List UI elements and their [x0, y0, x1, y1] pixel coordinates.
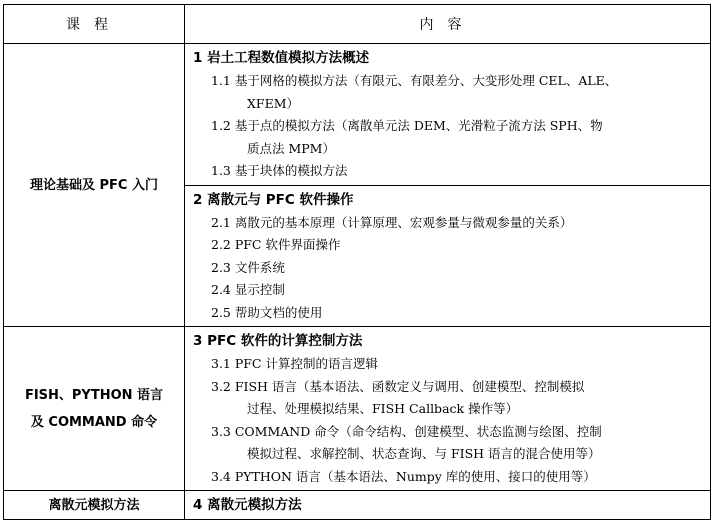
list-item: 2.2 PFC 软件界面操作 — [211, 237, 341, 252]
table-row — [4, 44, 711, 186]
item-line: 1.3 基于块体的模拟方法 — [211, 163, 348, 178]
list-item — [193, 421, 706, 466]
item-line-cont: XFEM） — [247, 95, 299, 111]
course-cell: 离散元模拟方法 — [4, 491, 185, 520]
list-item — [193, 376, 706, 421]
item-line: 3.2 FISH 语言（基本语法、函数定义与调用、创建模型、控制模拟 — [211, 378, 585, 394]
table-header-row — [4, 5, 711, 44]
list-item — [193, 70, 706, 115]
section-title: 2 离散元与 PFC 软件操作 — [193, 191, 354, 208]
table-row — [4, 327, 711, 491]
list-item: 3.4 PYTHON 语言（基本语法、Numpy 库的使用、接口的使用等） — [211, 468, 596, 484]
list-item: 2.1 离散元的基本原理（计算原理、宏观参量与微观参量的关系） — [211, 214, 573, 230]
section-title: 1 岩土工程数值模拟方法概述 — [193, 50, 370, 66]
content-cell — [185, 327, 711, 491]
course-cell: 理论基础及 PFC 入门 — [4, 44, 185, 327]
item-line-cont: 模拟过程、求解控制、状态查询、与 FISH 语言的混合使用等） — [247, 446, 601, 461]
course-line: FISH、PYTHON 语言 — [24, 387, 164, 403]
item-line: 3.3 COMMAND 命令（命令结构、创建模型、状态监测与绘图、控制 — [211, 423, 602, 439]
list-item: 2.4 显示控制 — [211, 282, 285, 297]
section-title: 4 离散元模拟方法 — [193, 497, 302, 513]
list-item: 2.5 帮助文档的使用 — [211, 304, 323, 320]
item-line-cont: 过程、处理模拟结果、FISH Callback 操作等） — [247, 401, 519, 416]
item-line: 1.2 基于点的模拟方法（离散单元法 DEM、光滑粒子流方法 SPH、物 — [211, 118, 603, 133]
header-content: 内容 — [185, 5, 711, 44]
list-item: 3.1 PFC 计算控制的语言逻辑 — [211, 356, 378, 371]
section-title: 3 PFC 软件的计算控制方法 — [193, 333, 363, 349]
list-item — [193, 115, 706, 160]
content-cell — [185, 44, 711, 186]
header-course: 课程 — [4, 5, 185, 44]
content-cell — [185, 491, 711, 520]
course-cell — [4, 327, 185, 491]
course-line: 及 COMMAND 命令 — [30, 414, 158, 430]
item-line-cont: 质点法 MPM） — [247, 140, 335, 156]
content-cell — [185, 185, 711, 327]
list-item — [193, 160, 706, 183]
table-row — [4, 491, 711, 520]
course-table — [3, 4, 711, 520]
list-item: 2.3 文件系统 — [211, 259, 285, 275]
item-line: 1.1 基于网格的模拟方法（有限元、有限差分、大变形处理 CEL、ALE、 — [211, 73, 618, 88]
